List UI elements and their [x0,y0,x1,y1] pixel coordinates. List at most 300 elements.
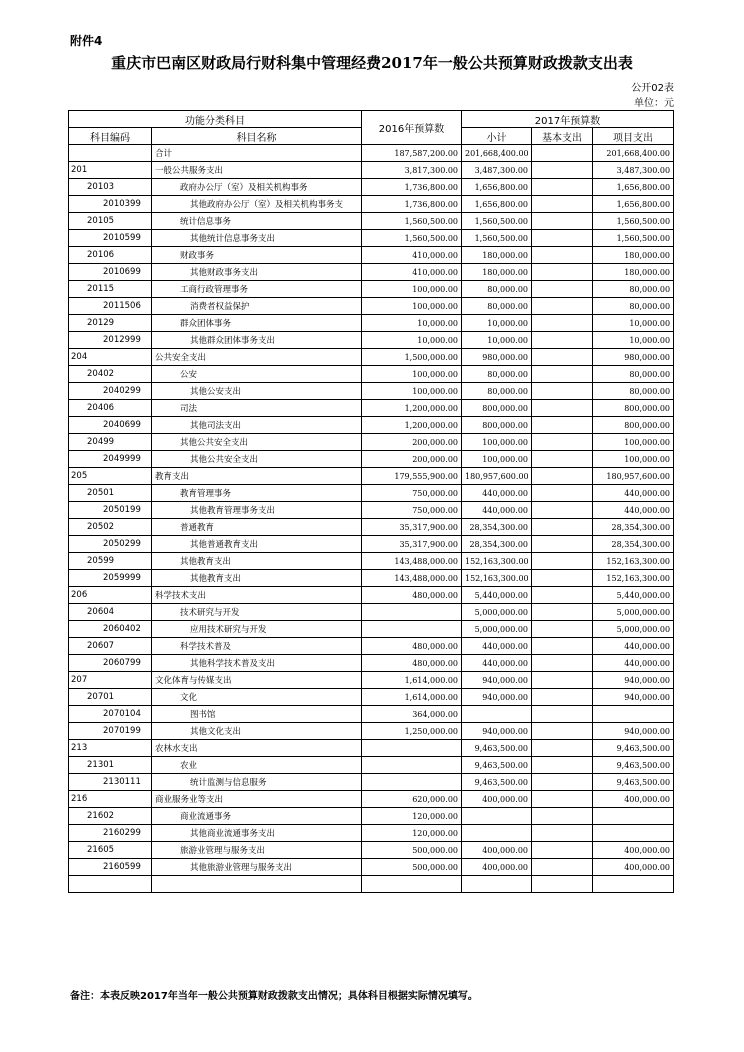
cell-project [593,706,674,723]
cell-budget-2016: 1,560,500.00 [362,230,462,247]
cell-code: 206 [69,587,152,604]
cell-subtotal: 440,000.00 [462,502,532,519]
table-row [69,604,674,621]
cell-name: 其他教育支出 [152,553,362,570]
cell-budget-2016: 143,488,000.00 [362,553,462,570]
cell-basic [532,468,593,485]
table-row [69,485,674,502]
cell-name: 其他商业流通事务支出 [152,825,362,842]
table-row [69,349,674,366]
cell-budget-2016: 179,555,900.00 [362,468,462,485]
cell-subtotal: 180,957,600.00 [462,468,532,485]
header-basic: 基本支出 [532,128,593,145]
cell-project: 980,000.00 [593,349,674,366]
cell-subtotal: 10,000.00 [462,315,532,332]
cell-project: 440,000.00 [593,502,674,519]
cell-budget-2016: 1,200,000.00 [362,400,462,417]
cell-code: 20406 [69,400,152,417]
cell-name: 公安 [152,366,362,383]
cell-basic [532,332,593,349]
cell-code: 2060402 [69,621,152,638]
table-row [69,264,674,281]
cell-name: 农业 [152,757,362,774]
cell-project: 1,656,800.00 [593,196,674,213]
cell-basic [532,349,593,366]
cell-code: 20599 [69,553,152,570]
cell-subtotal: 3,487,300.00 [462,162,532,179]
cell-subtotal: 28,354,300.00 [462,519,532,536]
cell-code: 20701 [69,689,152,706]
cell-code: 2010699 [69,264,152,281]
cell-budget-2016: 120,000.00 [362,825,462,842]
table-row [69,434,674,451]
cell-code: 201 [69,162,152,179]
cell-project: 5,000,000.00 [593,604,674,621]
cell-basic [532,315,593,332]
cell-budget-2016: 120,000.00 [362,808,462,825]
cell-subtotal: 940,000.00 [462,723,532,740]
cell-code: 2010599 [69,230,152,247]
cell-basic [532,757,593,774]
cell-project: 400,000.00 [593,859,674,876]
cell-name: 商业流通事务 [152,808,362,825]
cell-project: 80,000.00 [593,366,674,383]
table-row [69,808,674,825]
table-row [69,706,674,723]
cell-project: 5,000,000.00 [593,621,674,638]
cell-code: 2040299 [69,383,152,400]
cell-name [152,876,362,893]
cell-budget-2016: 1,560,500.00 [362,213,462,230]
cell-project: 9,463,500.00 [593,740,674,757]
cell-basic [532,604,593,621]
table-body [69,145,674,893]
cell-budget-2016 [362,621,462,638]
cell-project: 3,487,300.00 [593,162,674,179]
table-row [69,298,674,315]
cell-budget-2016 [362,604,462,621]
cell-subtotal: 28,354,300.00 [462,536,532,553]
table-row [69,366,674,383]
cell-code [69,145,152,162]
cell-basic [532,417,593,434]
header-budget-2017: 2017年预算数 [462,111,674,128]
cell-budget-2016: 1,736,800.00 [362,196,462,213]
cell-budget-2016: 10,000.00 [362,332,462,349]
cell-subtotal: 940,000.00 [462,672,532,689]
cell-budget-2016: 1,500,000.00 [362,349,462,366]
cell-budget-2016: 10,000.00 [362,315,462,332]
cell-subtotal [462,706,532,723]
header-functional: 功能分类科目 [69,111,362,128]
cell-subtotal: 400,000.00 [462,791,532,808]
cell-project: 1,560,500.00 [593,230,674,247]
cell-name: 其他教育管理事务支出 [152,502,362,519]
cell-basic [532,672,593,689]
cell-subtotal: 9,463,500.00 [462,740,532,757]
cell-subtotal: 400,000.00 [462,859,532,876]
cell-subtotal: 80,000.00 [462,383,532,400]
cell-name: 文化体育与传媒支出 [152,672,362,689]
table-row [69,519,674,536]
cell-subtotal: 1,656,800.00 [462,179,532,196]
cell-basic [532,519,593,536]
unit-label: 单位：元 [634,98,674,109]
cell-subtotal: 100,000.00 [462,451,532,468]
cell-name: 其他普通教育支出 [152,536,362,553]
cell-basic [532,808,593,825]
table-code: 公开02表 [631,83,674,94]
cell-subtotal: 440,000.00 [462,485,532,502]
cell-basic [532,264,593,281]
table-row [69,230,674,247]
cell-basic [532,655,593,672]
cell-project: 100,000.00 [593,451,674,468]
cell-basic [532,536,593,553]
cell-project: 9,463,500.00 [593,774,674,791]
cell-subtotal: 180,000.00 [462,264,532,281]
cell-budget-2016 [362,774,462,791]
cell-subtotal: 1,560,500.00 [462,213,532,230]
cell-code: 216 [69,791,152,808]
cell-code: 207 [69,672,152,689]
cell-subtotal: 80,000.00 [462,366,532,383]
cell-project: 440,000.00 [593,638,674,655]
cell-budget-2016: 500,000.00 [362,842,462,859]
cell-subtotal [462,808,532,825]
cell-basic [532,723,593,740]
cell-budget-2016 [362,757,462,774]
cell-subtotal: 80,000.00 [462,281,532,298]
cell-subtotal: 1,656,800.00 [462,196,532,213]
cell-name: 普通教育 [152,519,362,536]
table-row [69,451,674,468]
cell-code: 2160599 [69,859,152,876]
table-row [69,502,674,519]
cell-budget-2016: 480,000.00 [362,587,462,604]
cell-code: 21605 [69,842,152,859]
cell-name: 科学技术普及 [152,638,362,655]
table-row [69,570,674,587]
footnote: 备注：本表反映2017年当年一般公共预算财政拨款支出情况；具体科目根据实际情况填写。 [70,991,478,1002]
cell-basic [532,145,593,162]
cell-code: 20105 [69,213,152,230]
cell-name: 财政事务 [152,247,362,264]
table-row [69,859,674,876]
cell-project: 400,000.00 [593,791,674,808]
table-row [69,213,674,230]
cell-budget-2016: 100,000.00 [362,298,462,315]
cell-subtotal: 152,163,300.00 [462,553,532,570]
cell-name: 农林水支出 [152,740,362,757]
cell-budget-2016: 35,317,900.00 [362,536,462,553]
header-name: 科目名称 [152,128,362,145]
cell-project: 940,000.00 [593,672,674,689]
cell-code: 2070199 [69,723,152,740]
table-row [69,145,674,162]
cell-basic [532,587,593,604]
cell-code: 21602 [69,808,152,825]
cell-basic [532,859,593,876]
cell-code: 20499 [69,434,152,451]
cell-basic [532,706,593,723]
cell-project: 1,656,800.00 [593,179,674,196]
cell-subtotal: 980,000.00 [462,349,532,366]
cell-budget-2016: 500,000.00 [362,859,462,876]
cell-basic [532,842,593,859]
cell-subtotal: 5,440,000.00 [462,587,532,604]
cell-budget-2016: 1,200,000.00 [362,417,462,434]
cell-project: 800,000.00 [593,417,674,434]
table-row [69,468,674,485]
cell-code: 2010399 [69,196,152,213]
cell-code: 205 [69,468,152,485]
table-row [69,825,674,842]
cell-budget-2016: 100,000.00 [362,281,462,298]
table-row [69,621,674,638]
cell-subtotal: 180,000.00 [462,247,532,264]
table-row [69,757,674,774]
cell-basic [532,434,593,451]
cell-name: 消费者权益保护 [152,298,362,315]
cell-subtotal [462,876,532,893]
cell-subtotal: 201,668,400.00 [462,145,532,162]
cell-project: 10,000.00 [593,332,674,349]
cell-project [593,825,674,842]
cell-basic [532,689,593,706]
cell-budget-2016: 750,000.00 [362,485,462,502]
cell-project: 440,000.00 [593,655,674,672]
table-row [69,723,674,740]
cell-name: 一般公共服务支出 [152,162,362,179]
cell-basic [532,502,593,519]
cell-basic [532,213,593,230]
cell-subtotal: 440,000.00 [462,655,532,672]
table-row [69,332,674,349]
table-row [69,247,674,264]
cell-code: 2070104 [69,706,152,723]
cell-code: 213 [69,740,152,757]
cell-name: 教育支出 [152,468,362,485]
cell-project: 80,000.00 [593,383,674,400]
cell-project: 5,440,000.00 [593,587,674,604]
cell-code: 2040699 [69,417,152,434]
cell-basic [532,876,593,893]
cell-basic [532,247,593,264]
cell-basic [532,383,593,400]
cell-budget-2016: 1,614,000.00 [362,672,462,689]
table-row [69,536,674,553]
cell-budget-2016: 1,736,800.00 [362,179,462,196]
cell-subtotal: 5,000,000.00 [462,621,532,638]
cell-name: 其他教育支出 [152,570,362,587]
cell-code: 21301 [69,757,152,774]
cell-budget-2016: 35,317,900.00 [362,519,462,536]
cell-name: 科学技术支出 [152,587,362,604]
cell-budget-2016: 364,000.00 [362,706,462,723]
cell-name: 其他科学技术普及支出 [152,655,362,672]
cell-subtotal: 9,463,500.00 [462,757,532,774]
cell-budget-2016: 200,000.00 [362,434,462,451]
cell-budget-2016 [362,876,462,893]
cell-budget-2016: 480,000.00 [362,638,462,655]
cell-project: 10,000.00 [593,315,674,332]
cell-budget-2016: 187,587,200.00 [362,145,462,162]
cell-name: 其他统计信息事务支出 [152,230,362,247]
cell-basic [532,162,593,179]
cell-basic [532,366,593,383]
header-code: 科目编码 [69,128,152,145]
cell-code: 20106 [69,247,152,264]
cell-name: 公共安全支出 [152,349,362,366]
table-row [69,638,674,655]
cell-basic [532,451,593,468]
table-row [69,740,674,757]
cell-name: 政府办公厅（室）及相关机构事务 [152,179,362,196]
cell-subtotal: 940,000.00 [462,689,532,706]
cell-budget-2016: 410,000.00 [362,264,462,281]
cell-budget-2016: 750,000.00 [362,502,462,519]
cell-budget-2016: 143,488,000.00 [362,570,462,587]
cell-basic [532,791,593,808]
cell-code: 2050199 [69,502,152,519]
cell-code: 2059999 [69,570,152,587]
table-row [69,553,674,570]
cell-name: 图书馆 [152,706,362,723]
cell-code: 2050299 [69,536,152,553]
cell-name: 工商行政管理事务 [152,281,362,298]
table-row [69,672,674,689]
table-row [69,196,674,213]
cell-project: 80,000.00 [593,281,674,298]
table-row [69,417,674,434]
header-subtotal: 小计 [462,128,532,145]
cell-code: 20502 [69,519,152,536]
cell-code: 204 [69,349,152,366]
cell-code: 20115 [69,281,152,298]
cell-subtotal: 152,163,300.00 [462,570,532,587]
cell-subtotal: 1,560,500.00 [462,230,532,247]
cell-name: 其他公共安全支出 [152,451,362,468]
cell-budget-2016: 480,000.00 [362,655,462,672]
cell-name: 应用技术研究与开发 [152,621,362,638]
cell-name: 教育管理事务 [152,485,362,502]
cell-subtotal: 100,000.00 [462,434,532,451]
cell-project: 940,000.00 [593,723,674,740]
cell-budget-2016 [362,740,462,757]
cell-name: 其他文化支出 [152,723,362,740]
cell-code: 20607 [69,638,152,655]
cell-name: 技术研究与开发 [152,604,362,621]
cell-code: 20501 [69,485,152,502]
cell-subtotal [462,825,532,842]
cell-subtotal: 800,000.00 [462,400,532,417]
cell-basic [532,774,593,791]
cell-name: 司法 [152,400,362,417]
cell-name: 其他司法支出 [152,417,362,434]
cell-subtotal: 440,000.00 [462,638,532,655]
cell-name: 其他公共安全支出 [152,434,362,451]
cell-basic [532,281,593,298]
cell-subtotal: 10,000.00 [462,332,532,349]
cell-basic [532,570,593,587]
cell-project [593,808,674,825]
cell-name: 其他政府办公厅（室）及相关机构事务支 [152,196,362,213]
page-title: 重庆市巴南区财政局行财科集中管理经费2017年一般公共预算财政拨款支出表 [111,54,633,72]
cell-project: 400,000.00 [593,842,674,859]
cell-code: 2160299 [69,825,152,842]
cell-basic [532,230,593,247]
cell-code: 20402 [69,366,152,383]
cell-name: 商业服务业等支出 [152,791,362,808]
cell-budget-2016: 3,817,300.00 [362,162,462,179]
cell-code: 2130111 [69,774,152,791]
cell-project: 152,163,300.00 [593,570,674,587]
cell-project: 940,000.00 [593,689,674,706]
cell-code: 2011506 [69,298,152,315]
cell-basic [532,400,593,417]
cell-name: 文化 [152,689,362,706]
cell-basic [532,298,593,315]
cell-name: 其他财政事务支出 [152,264,362,281]
cell-project: 180,957,600.00 [593,468,674,485]
cell-budget-2016: 1,250,000.00 [362,723,462,740]
cell-code: 2012999 [69,332,152,349]
cell-project: 9,463,500.00 [593,757,674,774]
cell-code: 20103 [69,179,152,196]
cell-project: 440,000.00 [593,485,674,502]
table-row [69,281,674,298]
cell-name: 其他群众团体事务支出 [152,332,362,349]
budget-table [68,110,674,893]
cell-subtotal: 80,000.00 [462,298,532,315]
table-row [69,179,674,196]
cell-subtotal: 800,000.00 [462,417,532,434]
cell-code: 2060799 [69,655,152,672]
table-row [69,400,674,417]
cell-budget-2016: 1,614,000.00 [362,689,462,706]
cell-subtotal: 400,000.00 [462,842,532,859]
header-project: 项目支出 [593,128,674,145]
cell-project: 800,000.00 [593,400,674,417]
table-row [69,876,674,893]
cell-project: 152,163,300.00 [593,553,674,570]
cell-budget-2016: 100,000.00 [362,366,462,383]
cell-name: 其他公安支出 [152,383,362,400]
table-row [69,383,674,400]
cell-code: 20129 [69,315,152,332]
cell-basic [532,621,593,638]
cell-subtotal: 5,000,000.00 [462,604,532,621]
cell-budget-2016: 620,000.00 [362,791,462,808]
cell-project: 100,000.00 [593,434,674,451]
cell-budget-2016: 100,000.00 [362,383,462,400]
cell-project: 28,354,300.00 [593,519,674,536]
cell-basic [532,638,593,655]
cell-project: 201,668,400.00 [593,145,674,162]
table-row [69,162,674,179]
table-row [69,655,674,672]
cell-name: 合计 [152,145,362,162]
table-row [69,842,674,859]
table-row [69,791,674,808]
table-row [69,774,674,791]
cell-basic [532,825,593,842]
cell-basic [532,740,593,757]
cell-budget-2016: 410,000.00 [362,247,462,264]
cell-basic [532,485,593,502]
table-row [69,315,674,332]
